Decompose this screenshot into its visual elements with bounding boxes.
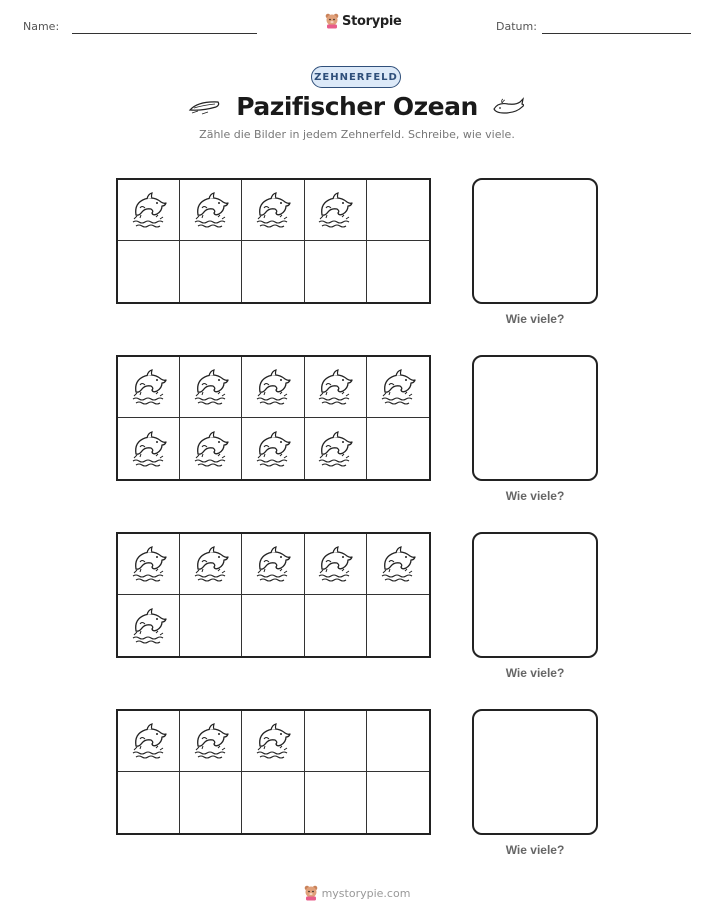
dolphin-icon — [190, 428, 232, 470]
ten-frame-cell — [367, 418, 429, 479]
ten-frame-cell — [118, 534, 180, 595]
dolphin-icon — [377, 543, 419, 585]
dolphin-icon — [190, 366, 232, 408]
dolphin-icon — [252, 366, 294, 408]
dolphin-icon — [314, 428, 356, 470]
ten-frame-cell — [242, 241, 304, 302]
ten-frame-cell — [180, 180, 242, 241]
ten-frame-cell — [242, 357, 304, 418]
ten-frame-cell — [242, 180, 304, 241]
dolphin-icon — [128, 189, 170, 231]
dolphin-icon — [252, 543, 294, 585]
ten-frame-cell — [242, 418, 304, 479]
ten-frame-3 — [116, 532, 431, 658]
ten-frame-cell — [180, 241, 242, 302]
answer-label-2: Wie viele? — [505, 489, 565, 503]
ten-frame-1 — [116, 178, 431, 304]
dolphin-icon — [377, 366, 419, 408]
dolphin-icon — [128, 428, 170, 470]
brand-logo — [325, 13, 402, 29]
ten-frame-cell — [118, 772, 180, 833]
answer-label-3: Wie viele? — [505, 666, 565, 680]
dolphin-icon — [128, 543, 170, 585]
ten-frame-cell — [242, 534, 304, 595]
date-label: Datum: — [496, 20, 537, 33]
ten-frame-cell — [242, 595, 304, 656]
dolphin-icon — [314, 543, 356, 585]
answer-label-1: Wie viele? — [505, 312, 565, 326]
ten-frame-cell — [367, 595, 429, 656]
ten-frame-cell — [367, 711, 429, 772]
dolphin-icon — [190, 720, 232, 762]
ten-frame-cell — [118, 180, 180, 241]
ten-frame-cell — [118, 418, 180, 479]
ten-frame-cell — [305, 418, 367, 479]
ten-frame-cell — [180, 357, 242, 418]
answer-box-1[interactable] — [472, 178, 598, 304]
ten-frame-cell — [180, 772, 242, 833]
dolphin-icon — [128, 366, 170, 408]
ten-frame-cell — [305, 241, 367, 302]
dolphin-icon — [128, 720, 170, 762]
answer-box-3[interactable] — [472, 532, 598, 658]
dolphin-icon — [314, 366, 356, 408]
worksheet-type-badge: ZEHNERFELD — [311, 66, 401, 88]
ten-frame-cell — [118, 241, 180, 302]
ten-frame-cell — [180, 595, 242, 656]
answer-label-4: Wie viele? — [505, 843, 565, 857]
ten-frame-cell — [118, 357, 180, 418]
name-label: Name: — [23, 20, 60, 33]
ten-frame-cell — [118, 711, 180, 772]
brand-name: Storypie — [342, 13, 402, 29]
dolphin-icon — [314, 189, 356, 231]
dolphin-icon — [252, 189, 294, 231]
ten-frame-cell — [367, 772, 429, 833]
ten-frame-cell — [367, 534, 429, 595]
ten-frame-cell — [367, 180, 429, 241]
footer-url: mystorypie.com — [321, 886, 411, 900]
whale-icon — [492, 97, 526, 117]
ten-frame-4 — [116, 709, 431, 835]
answer-box-4[interactable] — [472, 709, 598, 835]
ten-frame-2 — [116, 355, 431, 481]
ten-frame-cell — [305, 180, 367, 241]
ten-frame-cell — [242, 711, 304, 772]
footer — [0, 885, 714, 901]
dolphin-icon — [190, 189, 232, 231]
answer-box-2[interactable] — [472, 355, 598, 481]
ten-frame-cell — [180, 534, 242, 595]
ten-frame-cell — [180, 418, 242, 479]
ten-frame-cell — [118, 595, 180, 656]
dolphin-icon — [252, 428, 294, 470]
ten-frame-cell — [180, 711, 242, 772]
instructions: Zähle die Bilder in jedem Zehnerfeld. Schreibe, wie viele. — [199, 128, 515, 141]
dolphin-icon — [128, 605, 170, 647]
name-line[interactable] — [72, 33, 257, 34]
title-row — [0, 92, 714, 121]
date-line[interactable] — [542, 33, 691, 34]
bear-logo-icon — [304, 885, 318, 901]
ten-frame-cell — [305, 711, 367, 772]
ten-frame-cell — [305, 595, 367, 656]
ten-frame-cell — [367, 357, 429, 418]
dolphin-icon — [252, 720, 294, 762]
ten-frame-cell — [305, 357, 367, 418]
ten-frame-cell — [305, 772, 367, 833]
surfboard-icon — [188, 97, 222, 117]
page-title: Pazifischer Ozean — [236, 92, 478, 121]
bear-logo-icon — [325, 13, 339, 29]
ten-frame-cell — [242, 772, 304, 833]
dolphin-icon — [190, 543, 232, 585]
ten-frame-cell — [367, 241, 429, 302]
ten-frame-cell — [305, 534, 367, 595]
